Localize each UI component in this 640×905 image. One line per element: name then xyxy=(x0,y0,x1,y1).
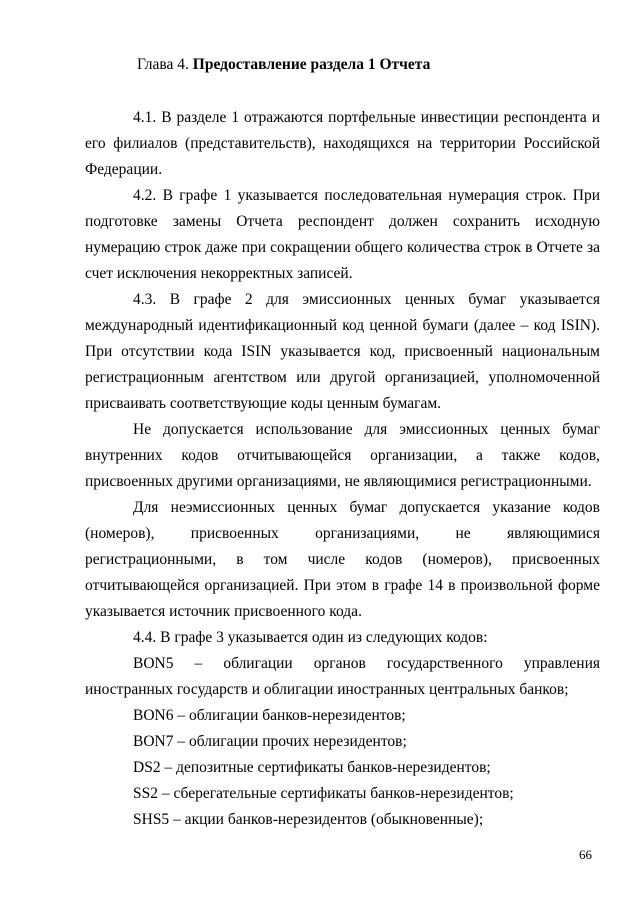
chapter-heading-title: Предоставление раздела 1 Отчета xyxy=(192,56,431,73)
code-item-bon5: BON5 – облигации органов государственного управления иностранных государств и облигации иностранных центральных банков; xyxy=(85,655,600,698)
paragraph-4-3-note-1: Не допускается использование для эмиссионных ценных бумаг внутренних кодов отчитывающейся организации, а также кодов, присвоенных другими организациями, не являющимися регистрационными. xyxy=(85,421,600,490)
code-item-bon7: BON7 – облигации прочих нерезидентов; xyxy=(133,733,407,750)
paragraph-4-2: 4.2. В графе 1 указывается последовательная нумерация строк. При подготовке замены Отчета респондент должен сохранить исходную нумерацию строк даже при сокращении общего количества строк в Отчете за счет исключения некорректных записей. xyxy=(85,187,600,282)
code-item-ss2: SS2 – сберегательные сертификаты банков-нерезидентов; xyxy=(133,785,514,802)
code-item-bon6: BON6 – облигации банков-нерезидентов; xyxy=(133,707,406,724)
paragraph-4-3: 4.3. В графе 2 для эмиссионных ценных бумаг указывается международный идентификационный код ценной бумаги (далее – код ISIN). При отсутствии кода ISIN указывается код, присвоенный национальным регистрационным агентством или другой организацией, уполномоченной присваивать соответствующие коды ценным бумагам. xyxy=(85,291,600,412)
chapter-heading-number: Глава 4. xyxy=(137,56,193,73)
code-item-shs5: SHS5 – акции банков-нерезидентов (обыкновенные); xyxy=(133,811,484,828)
chapter-heading xyxy=(85,52,600,78)
paragraph-4-3-note-2: Для неэмиссионных ценных бумаг допускается указание кодов (номеров), присвоенных организациями, не являющимися регистрационными, в том числе кодов (номеров), присвоенных отчитывающейся организацией. При этом в графе 14 в произвольной форме указывается источник присвоенного кода. xyxy=(85,499,600,620)
paragraph-4-1: 4.1. В разделе 1 отражаются портфельные инвестиции респондента и его филиалов (представительств), находящихся на территории Российской Федерации. xyxy=(85,109,600,178)
code-item-ds2: DS2 – депозитные сертификаты банков-нерезидентов; xyxy=(133,759,491,776)
paragraph-4-4: 4.4. В графе 3 указывается один из следующих кодов: xyxy=(133,629,488,646)
page-number: 66 xyxy=(579,847,592,862)
